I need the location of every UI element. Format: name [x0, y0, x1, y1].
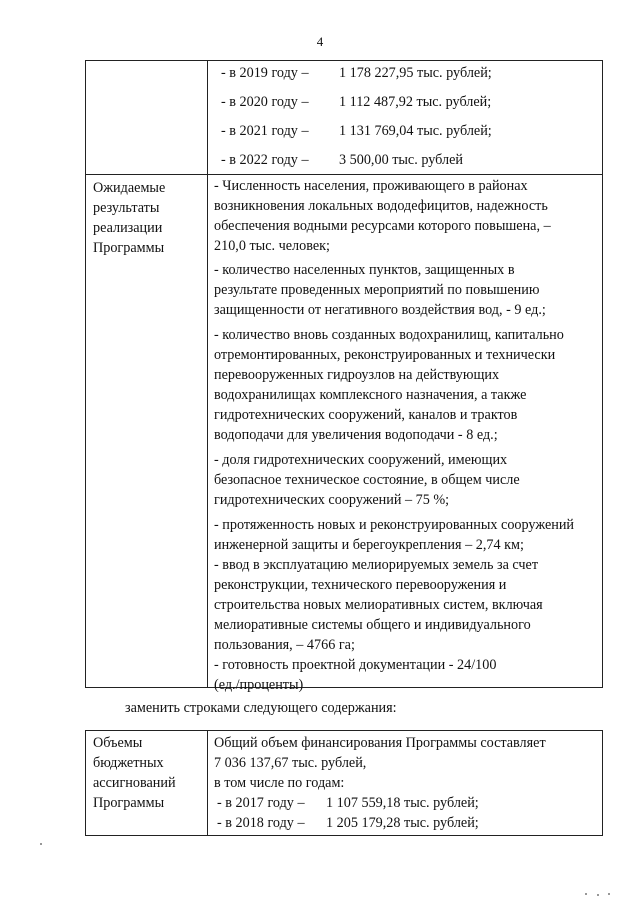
result-line: гидротехнических сооружений – 75 %; [214, 492, 450, 508]
scan-speck [608, 893, 610, 895]
result-line: гидротехнических сооружений, каналов и трактов [214, 407, 518, 423]
program-passport-table-part [85, 60, 603, 693]
result-line: пользования, – 4766 га; [214, 637, 355, 653]
result-line: реконструкции, технического перевооружения и [214, 577, 507, 593]
text-line: 7 036 137,67 тыс. рублей, [214, 755, 367, 771]
year-amount: 1 107 559,18 тыс. рублей; [326, 795, 479, 811]
label-line: ассигнований [93, 775, 176, 791]
result-line: - готовность проектной документации - 24/100 [214, 657, 497, 673]
budget-allocations-table [85, 730, 603, 836]
result-line: перевооруженных гидроузлов на действующих [214, 367, 500, 383]
label-line: реализации [93, 220, 163, 236]
result-line: - количество вновь созданных водохранилищ, капитально [214, 327, 564, 343]
year-label: - в 2018 году – [217, 815, 305, 831]
column-divider [207, 731, 208, 835]
year-label: - в 2020 году – [221, 94, 309, 110]
year-label: - в 2019 году – [221, 65, 309, 81]
year-label: - в 2017 году – [217, 795, 305, 811]
label-line: Объемы [93, 735, 143, 751]
year-label: - в 2021 году – [221, 123, 309, 139]
scan-speck [585, 893, 587, 895]
year-amount: 1 112 487,92 тыс. рублей; [339, 94, 492, 110]
result-line: отремонтированных, реконструированных и технически [214, 347, 556, 363]
result-line: - протяженность новых и реконструированных сооружений [214, 517, 575, 533]
year-amount: 1 131 769,04 тыс. рублей; [339, 123, 492, 139]
result-line: защищенности от негативного воздействия вод, - 9 ед.; [214, 302, 546, 318]
scan-speck [597, 894, 599, 896]
label-line: Программы [93, 795, 165, 811]
result-line: обеспечения водными ресурсами которого повышена, – [214, 218, 551, 234]
result-line: - ввод в эксплуатацию мелиорируемых земель за счет [214, 557, 539, 573]
result-line: возникновения локальных вододефицитов, надежность [214, 198, 548, 214]
year-amount: 3 500,00 тыс. рублей [339, 152, 463, 168]
result-line: - доля гидротехнических сооружений, имеющих [214, 452, 508, 468]
result-line: безопасное техническое состояние, в общем числе [214, 472, 520, 488]
page-number: 4 [316, 34, 324, 49]
label-line: Ожидаемые [93, 180, 166, 196]
row-divider [86, 174, 602, 175]
label-line: бюджетных [93, 755, 164, 771]
result-line: строительства новых мелиоративных систем, включая [214, 597, 543, 613]
result-line: (ед./проценты) [214, 677, 304, 693]
result-line: водохранилищах комплексного назначения, а также [214, 387, 527, 403]
text-line: Общий объем финансирования Программы составляет [214, 735, 546, 751]
year-amount: 1 205 179,28 тыс. рублей; [326, 815, 479, 831]
result-line: 210,0 тыс. человек; [214, 238, 330, 254]
result-line: мелиоративные системы общего и индивидуального [214, 617, 531, 633]
label-line: результаты [93, 200, 160, 216]
result-line: водоподачи для увеличения водоподачи - 8 ед.; [214, 427, 498, 443]
year-amount: 1 178 227,95 тыс. рублей; [339, 65, 492, 81]
year-label: - в 2022 году – [221, 152, 309, 168]
text-line: в том числе по годам: [214, 775, 345, 791]
column-divider [207, 61, 208, 687]
scan-speck [40, 843, 42, 845]
result-line: - количество населенных пунктов, защищенных в [214, 262, 515, 278]
result-line: инженерной защиты и берегоукрепления – 2,74 км; [214, 537, 524, 553]
replace-instruction: заменить строками следующего содержания: [125, 700, 397, 716]
result-line: результате проведенных мероприятий по повышению [214, 282, 540, 298]
result-line: - Численность населения, проживающего в районах [214, 178, 528, 194]
label-line: Программы [93, 240, 165, 256]
